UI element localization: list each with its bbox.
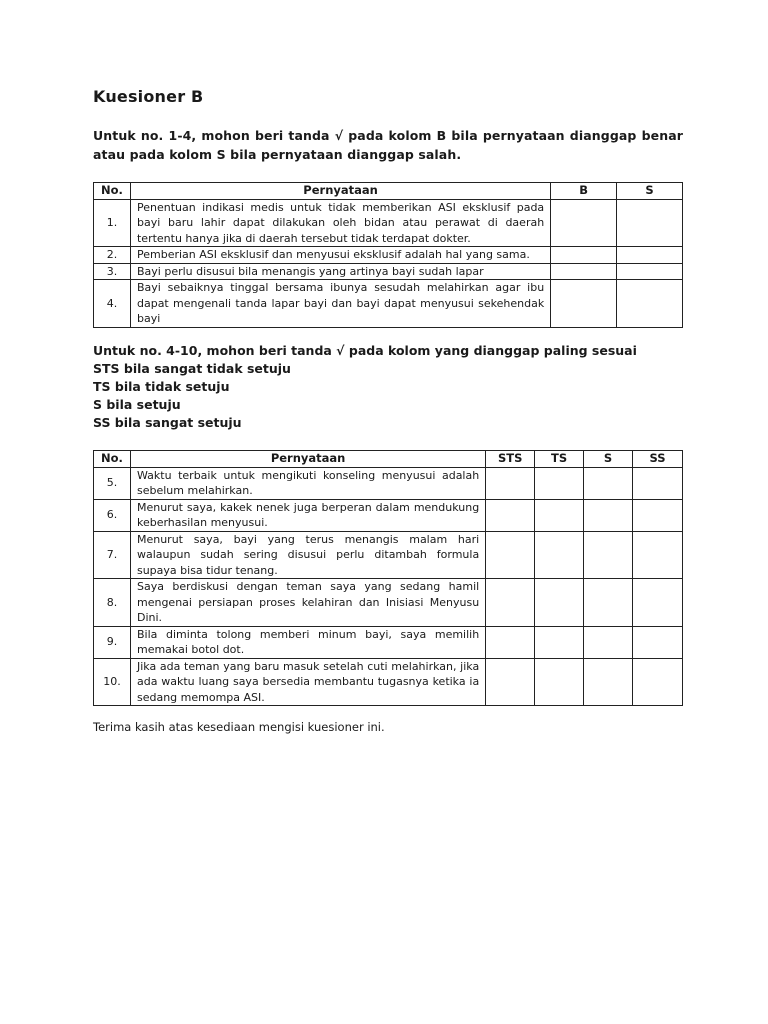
answer-cell-ss[interactable] xyxy=(633,658,683,706)
table-row xyxy=(94,626,683,658)
header-no: No. xyxy=(94,183,131,200)
answer-cell-s[interactable] xyxy=(584,499,633,531)
answer-cell-ts[interactable] xyxy=(535,499,584,531)
table-row xyxy=(94,263,683,280)
table-row xyxy=(94,280,683,328)
row-number: 5. xyxy=(94,467,131,499)
section1-table xyxy=(93,182,683,328)
answer-cell-b[interactable] xyxy=(551,199,617,247)
answer-cell-s[interactable] xyxy=(617,280,683,328)
closing-note: Terima kasih atas kesediaan mengisi kuesioner ini. xyxy=(93,720,385,734)
row-number: 3. xyxy=(94,263,131,280)
answer-cell-sts[interactable] xyxy=(486,658,535,706)
row-statement: Penentuan indikasi medis untuk tidak memberikan ASI eksklusif pada bayi baru lahir dapat dilakukan oleh bidan atau perawat di daerah tertentu hanya jika di daerah tersebut tidak terdapat dokter. xyxy=(130,199,550,247)
answer-cell-ts[interactable] xyxy=(535,467,584,499)
header-s: S xyxy=(584,451,633,468)
answer-cell-s[interactable] xyxy=(617,263,683,280)
header-sts: STS xyxy=(486,451,535,468)
row-statement: Bayi sebaiknya tinggal bersama ibunya sesudah melahirkan agar ibu dapat mengenali tanda lapar bayi dan bayi dapat menyusui sekehendak bayi xyxy=(130,280,550,328)
row-number: 1. xyxy=(94,199,131,247)
header-s: S xyxy=(617,183,683,200)
answer-cell-s[interactable] xyxy=(617,247,683,264)
answer-cell-b[interactable] xyxy=(551,263,617,280)
table-row xyxy=(94,247,683,264)
answer-cell-s[interactable] xyxy=(617,199,683,247)
row-number: 9. xyxy=(94,626,131,658)
row-number: 7. xyxy=(94,531,131,579)
table-header-row xyxy=(94,183,683,200)
answer-cell-ss[interactable] xyxy=(633,467,683,499)
answer-cell-s[interactable] xyxy=(584,467,633,499)
row-number: 10. xyxy=(94,658,131,706)
row-statement: Menurut saya, bayi yang terus menangis malam hari walaupun sudah sering disusui perlu ditambah formula supaya bisa tidur tenang. xyxy=(130,531,485,579)
table-row xyxy=(94,199,683,247)
answer-cell-b[interactable] xyxy=(551,247,617,264)
answer-cell-sts[interactable] xyxy=(486,499,535,531)
answer-cell-ss[interactable] xyxy=(633,531,683,579)
answer-cell-ts[interactable] xyxy=(535,658,584,706)
answer-cell-sts[interactable] xyxy=(486,531,535,579)
answer-cell-sts[interactable] xyxy=(486,579,535,627)
row-statement: Menurut saya, kakek nenek juga berperan dalam mendukung keberhasilan menyusui. xyxy=(130,499,485,531)
table-row xyxy=(94,658,683,706)
header-b: B xyxy=(551,183,617,200)
header-ts: TS xyxy=(535,451,584,468)
table-row xyxy=(94,499,683,531)
answer-cell-s[interactable] xyxy=(584,531,633,579)
table-row xyxy=(94,531,683,579)
section2-instruction-block xyxy=(93,342,683,432)
section1-instruction: Untuk no. 1-4, mohon beri tanda √ pada kolom B bila pernyataan dianggap benar atau pada kolom S bila pernyataan dianggap salah. xyxy=(93,128,683,162)
row-statement: Jika ada teman yang baru masuk setelah cuti melahirkan, jika ada waktu luang saya bersedia membantu tugasnya ketika ia sedang memompa ASI. xyxy=(130,658,485,706)
header-no: No. xyxy=(94,451,131,468)
answer-cell-ts[interactable] xyxy=(535,626,584,658)
scale-legend-ss: SS bila sangat setuju xyxy=(93,415,242,430)
row-statement: Bila diminta tolong memberi minum bayi, saya memilih memakai botol dot. xyxy=(130,626,485,658)
section2-instruction: Untuk no. 4-10, mohon beri tanda √ pada kolom yang dianggap paling sesuai xyxy=(93,343,637,358)
answer-cell-s[interactable] xyxy=(584,626,633,658)
row-statement: Saya berdiskusi dengan teman saya yang sedang hamil mengenai persiapan proses kelahiran dan Inisiasi Menyusu Dini. xyxy=(130,579,485,627)
answer-cell-s[interactable] xyxy=(584,658,633,706)
page-title: Kuesioner B xyxy=(93,87,204,106)
answer-cell-s[interactable] xyxy=(584,579,633,627)
scale-legend-sts: STS bila sangat tidak setuju xyxy=(93,361,291,376)
row-statement: Bayi perlu disusui bila menangis yang artinya bayi sudah lapar xyxy=(130,263,550,280)
header-statement: Pernyataan xyxy=(130,451,485,468)
answer-cell-ss[interactable] xyxy=(633,579,683,627)
answer-cell-sts[interactable] xyxy=(486,467,535,499)
scale-legend-s: S bila setuju xyxy=(93,397,181,412)
header-statement: Pernyataan xyxy=(130,183,550,200)
table-row xyxy=(94,467,683,499)
table-header-row xyxy=(94,451,683,468)
row-statement: Waktu terbaik untuk mengikuti konseling menyusui adalah sebelum melahirkan. xyxy=(130,467,485,499)
section2-table xyxy=(93,450,683,706)
answer-cell-b[interactable] xyxy=(551,280,617,328)
answer-cell-ss[interactable] xyxy=(633,499,683,531)
answer-cell-ss[interactable] xyxy=(633,626,683,658)
table-row xyxy=(94,579,683,627)
answer-cell-sts[interactable] xyxy=(486,626,535,658)
row-statement: Pemberian ASI eksklusif dan menyusui eksklusif adalah hal yang sama. xyxy=(130,247,550,264)
row-number: 8. xyxy=(94,579,131,627)
row-number: 2. xyxy=(94,247,131,264)
answer-cell-ts[interactable] xyxy=(535,579,584,627)
scale-legend-ts: TS bila tidak setuju xyxy=(93,379,230,394)
row-number: 4. xyxy=(94,280,131,328)
answer-cell-ts[interactable] xyxy=(535,531,584,579)
header-ss: SS xyxy=(633,451,683,468)
row-number: 6. xyxy=(94,499,131,531)
